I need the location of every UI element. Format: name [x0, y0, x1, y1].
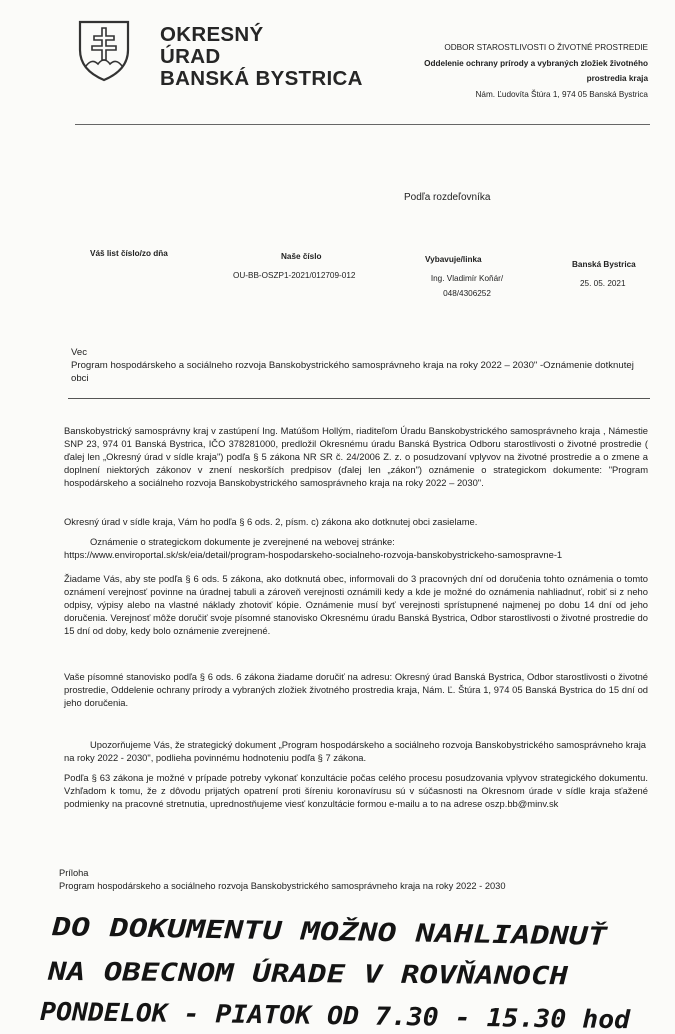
office-name-line-3: BANSKÁ BYSTRICA — [160, 67, 363, 90]
section-line-1: Oddelenie ochrany prírody a vybraných zložiek životného — [424, 58, 648, 68]
office-name — [160, 24, 363, 90]
handled-by-label: Vybavuje/linka — [425, 255, 482, 264]
addressee: Podľa rozdeľovníka — [404, 192, 491, 203]
department-address: Nám. Ľudovíta Štúra 1, 974 05 Banská Bystrica — [475, 89, 648, 99]
handwritten-note — [0, 910, 675, 1034]
paragraph-notice — [64, 738, 648, 764]
your-letter-label: Váš list číslo/zo dňa — [90, 249, 168, 258]
our-number-value: OU-BB-OSZP1-2021/012709-012 — [233, 271, 356, 280]
handled-by-value — [425, 271, 509, 301]
attachment-text: Program hospodárskeho a sociálneho rozvoja Banskobystrického samosprávneho kraja na roky 2022 - 2030 — [59, 881, 506, 891]
header-divider — [75, 124, 650, 125]
paragraph-intro: Banskobystrický samosprávny kraj v zastúpení Ing. Matúšom Hollým, riaditeľom Úradu Banskobystrického samosprávneho kraja , Námestie SNP 23, 974 01 Banská Bystrica, IČO 378281000, predložil Okresnému úradu Banská Bystrica Odboru starostlivosti o životné prostredie ( ďalej len „Okresný úrad v sídle kraja") podľa § 5 zákona NR SR č. 24/2006 Z. z. o posudzovaní vplyvov na životné prostredie a o zmene a doplnení niektorých zákonov v znení neskorších predpisov (ďalej len „zákon") oznámenie o strategickom dokumente: "Program hospodárskeho a sociálneho rozvoja Banskobystrického samosprávneho kraja na roky 2022 – 2030". — [64, 425, 648, 488]
department-block — [378, 40, 648, 102]
handled-by-phone: 048/4306252 — [443, 289, 491, 298]
office-name-line-2: ÚRAD — [160, 45, 221, 68]
web-link[interactable]: https://www.enviroportal.sk/sk/eia/detail/program-hospodarskeho-socialneho-rozvoja-banskobystrickeho-samospravne-1 — [64, 549, 563, 560]
our-number-label: Naše číslo — [281, 252, 322, 261]
paragraph-address: Vaše písomné stanovisko podľa § 6 ods. 6 zákona žiadame doručiť na adresu: Okresný úrad Banská Bystrica, Odbor starostlivosti o životné prostredie, Oddelenie ochrany prírody a vybraných zložiek životného prostredia kraja, Nám. Ľ. Štúra 1, 974 05 Banská Bystrica do 15 dní od jeho doručenia. — [64, 671, 648, 708]
subject-label: Vec — [71, 347, 88, 358]
attachment-block — [59, 867, 649, 893]
shield-icon — [78, 20, 130, 82]
coat-of-arms-logo — [78, 20, 130, 82]
place-label: Banská Bystrica — [572, 260, 636, 269]
notice-text: Upozorňujeme Vás, že strategický dokument „Program hospodárskeho a sociálneho rozvoja Banskobystrického samosprávneho kraja na roky 2022 - 2030", podlieha povinnému hodnoteniu podľa § 7 zákona. — [64, 739, 647, 763]
subject-block — [71, 346, 651, 385]
handled-by-name: Ing. Vladimír Koňár/ — [430, 274, 504, 283]
attachment-label: Príloha — [59, 868, 89, 878]
department-name: ODBOR STAROSTLIVOSTI O ŽIVOTNÉ PROSTREDIE — [444, 43, 648, 52]
handwritten-line-2: NA OBECNOM ÚRADE V ROVŇANOCH — [47, 956, 470, 990]
paragraph-sending: Okresný úrad v sídle kraja, Vám ho podľa § 6 ods. 2, písm. c) zákona ako dotknutej obci zasielame. — [64, 516, 478, 527]
section-line-2: prostredia kraja — [586, 74, 648, 83]
paragraph-request: Žiadame Vás, aby ste podľa § 6 ods. 5 zákona, ako dotknutá obec, informovali do 3 pracovných dní od doručenia tohto oznámenia o tomto oznámení verejnosť povinne na úradnej tabuli a zároveň verejnosti oznámili kedy a kde je možné do oznámenia nahliadnuť, robiť si z neho odpisy, výpisy alebo na vlastné náklady zhotoviť kópie. Oznámenie musí byť verejnosti sprístupnené najmenej po dobu 14 dní od jeho doručenia. Verejnosť môže doručiť svoje písomné stanovisko Okresnému úradu Banská Bystrica, Odbor starostlivosti o životné prostredie do 15 dní od doby, kedy bolo oznámenie zverejnené. — [64, 573, 648, 636]
handwritten-line-3: PONDELOK - PIATOK OD 7.30 - 15.30 hod — [39, 996, 598, 1034]
paragraph-consultation: Podľa § 63 zákona je možné v prípade potreby vykonať konzultácie počas celého procesu posudzovania vplyvov strategického dokumentu. Vzhľadom k tomu, že z dôvodu prijatých opatrení proti šíreniu koronavírusu sú v súčasnosti na Okresnom úrade v sídle kraja sťažené podmienky na pracovné stretnutia, uprednostňujeme viesť konzultácie formou e-mailu a to na adrese oszp.bb@minv.sk — [64, 772, 648, 809]
letter-date: 25. 05. 2021 — [580, 279, 626, 288]
paragraph-web — [64, 535, 648, 561]
subject-text: Program hospodárskeho a sociálneho rozvoja Banskobystrického samosprávneho kraja na roky 2022 – 2030" -Oznámenie dotknutej obci — [71, 360, 634, 384]
web-intro: Oznámenie o strategickom dokumente je zverejnené na webovej stránke: — [90, 536, 395, 547]
office-name-line-1: OKRESNÝ — [160, 23, 264, 46]
subject-divider — [68, 398, 650, 399]
handwritten-line-1: DO DOKUMENTU MOŽNO NAHLIADNUŤ — [51, 912, 489, 949]
